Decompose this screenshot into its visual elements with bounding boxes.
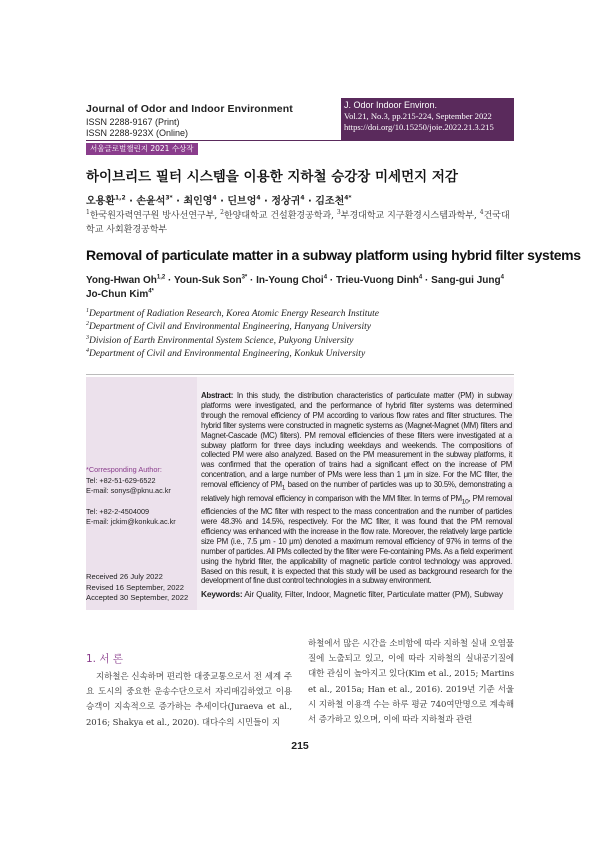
english-authors: Yong-Hwan Oh$^{1,2}$ · Youn-Suk Son$^{3*}$ · In-Young Choi$^4$ · Trieu-Vuong Dinh$^4$ · Sang-gui Jung$^4$ Jo-Chun Kim$^{4*}$ — [86, 274, 504, 300]
body-column-right — [308, 637, 514, 728]
issn-print: ISSN 2288-9167 (Print) — [86, 117, 180, 127]
author-name: In-Young Choi — [256, 275, 324, 286]
author-name: 딘브엉 — [227, 196, 257, 207]
korean-authors: 오용환$^{1,2}$ · 손윤석$^{3*}$ · 최인영$^4$ · 딘브엉$^4$ · 정상귀$^4$ · 김조천$^{4*}$ — [86, 194, 352, 207]
english-title: Removal of particulate matter in a subway platform using hybrid filter systems — [86, 247, 581, 263]
section-divider — [86, 374, 514, 375]
tel-1: Tel: +82-51-629-6522 — [86, 475, 156, 485]
corresponding-info — [86, 465, 198, 528]
author-name: 정상귀 — [271, 196, 301, 207]
affiliation: Department of Civil and Environmental Engineering, Konkuk University — [89, 348, 366, 359]
volume-info: Vol.21, No.3, pp.215-224, September 2022 — [344, 111, 492, 121]
article-dates — [86, 572, 188, 604]
author-name: 오용환 — [86, 196, 115, 207]
author-name: 최인영 — [183, 196, 213, 207]
korean-title: 하이브리드 필터 시스템을 이용한 지하철 승강장 미세먼지 저감 — [86, 169, 458, 185]
award-badge: 서울글로벌챌린지 2021 수상작 — [86, 143, 198, 155]
korean-affiliations: $^1$한국원자력연구원 방사선연구부, $^2$한양대학교 건설환경공학과, $^3$부경대학교 지구환경시스템과학부, $^4$건국대학교 사회환경공학부 — [86, 209, 510, 235]
affiliation: Division of Earth Environmental System Science, Pukyong University — [89, 335, 354, 346]
header-divider — [86, 140, 514, 141]
author-name: Trieu-Vuong Dinh — [335, 275, 419, 286]
body-text: 하철에서 많은 시간을 소비함에 따라 지하철 실내 오염물질에 노출되고 있고, 이에 따라 지하철의 실내공기질에 대한 관심이 높아지고 있다(Kim et al., 2015; Martins et al., 2015a; Han et al., 2016). 2019년 기준 서울시 지하철 이용객 수는 하루 평균 740여만명으로 계속해서 증가하고 있으며, 이에 따라 지하철과 관련 — [308, 639, 514, 726]
author-sup: 4 — [212, 194, 217, 202]
korean-affil-1: 한국원자력연구원 방사선연구부, — [89, 211, 218, 221]
body-column-left — [86, 670, 292, 731]
corresponding-title: *Corresponding Author: — [86, 465, 162, 474]
english-affiliations: $^1$Department of Radiation Research, Korea Atomic Energy Research Institute $^2$Department of Civil and Environmental Engineering, Hanyang University $^3$Division of Earth Environmental System Science, Pukyong University $^4$Department of Civil and Environmental Engineering, Konkuk University — [86, 307, 379, 359]
page-number: 215 — [291, 740, 309, 752]
keywords — [201, 589, 514, 599]
doi-link[interactable]: https://doi.org/10.15250/joie.2022.21.3.215 — [344, 122, 494, 132]
abstract-label: Abstract: — [201, 391, 234, 400]
tel-2: Tel: +82-2-4504009 — [86, 506, 150, 516]
author-sup: 1,2 — [114, 194, 126, 202]
citation-box — [341, 98, 514, 140]
issn-online: ISSN 2288-923X (Online) — [86, 128, 189, 138]
author-name: 손윤석 — [136, 196, 166, 207]
abstract-text: Abstract: In this study, the distribution characteristics of particulate matter (PM) in subway platforms were investigated, and the performance of hybrid filter systems was determined through the removal efficiency of PM according to various flow rates and filter structures. The hybrid filter systems were constructed in magnetic systems as (Magnet-Magnet (MM) filters and Magnet-Cascade (MC) filters). PM removal efficiencies of these filters were investigated at a subway platform for three days including weekdays and weekends. The compositions of collected PM were also analyzed. Based on the PM measurement in the subway platforms, it was confirmed that the operation of trains had a significant effect on the increase of PM concentration, and a large number of PMs were less than 1 μm in size. For the MC filter, the removal efficiency of $PM_1$ based on the number of particles was up to 30.5%, demonstrating a relatively high removal efficiency in comparison with the MM filter. In terms of $PM_{10}$, PM removal efficiencies of the MC filter with respect to the mass concentration and the number of particles were 48.3% and 14.5%, respectively. For the MC filter, it was found that the PM removal efficiency was enhanced with the increase in the flow rate. Moreover, the relatively large particle size PM (i.e., 7.5 μm - 10 μm) denoted a maximum removal efficiency of 97% in terms of the number of particles. All PMs collected by the filter were Fe-containing PMs. As a field experiment using the hybrid filter, the applicability of magnetic particle control technology was approved. Based on this result, it is expected that this study will be used as background research for the development of fine dust control technologies in a subway environment. — [201, 391, 512, 586]
korean-affil-3: 부경대학교 지구환경시스템과학부, — [340, 211, 477, 221]
keywords-list: Air Quality, Filter, Indoor, Magnetic filter, Particulate matter (PM), Subway — [244, 589, 503, 599]
korean-affil-2: 한양대학교 건설환경공학과, — [223, 211, 335, 221]
email-1[interactable]: E-mail: sonys@pknu.ac.kr — [86, 486, 171, 495]
author-name: Youn-Suk Son — [173, 275, 242, 286]
author-name: Sang-gui Jung — [431, 275, 501, 286]
author-name: 김조천 — [315, 196, 345, 207]
keywords-label: Keywords: — [201, 589, 243, 599]
author-sup: 3* — [165, 194, 173, 202]
author-sup: 4* — [344, 194, 352, 202]
journal-header — [86, 103, 341, 139]
author-sup: 4 — [300, 194, 305, 202]
email-2[interactable]: E-mail: jckim@konkuk.ac.kr — [86, 517, 176, 526]
journal-abbrev: J. Odor Indoor Environ. — [344, 100, 438, 110]
accepted-date: Accepted 30 September, 2022 — [86, 593, 189, 602]
author-name: Yong-Hwan Oh — [86, 275, 157, 286]
affiliation: Department of Civil and Environmental Engineering, Hanyang University — [89, 322, 371, 333]
received-date: Received 26 July 2022 — [86, 572, 163, 581]
revised-date: Revised 16 September, 2022 — [86, 582, 184, 592]
body-text: 지하철은 신속하며 편리한 대중교통으로서 전 세계 주요 도시의 중요한 운송수단으로서 자리매김하였고 이용 승객이 지속적으로 증가하는 추세이다(Juraeva et al., 2016; Shakya et al., 2020). 대다수의 시민들이 지 — [86, 672, 292, 728]
author-sup: 4 — [256, 194, 261, 202]
section-heading: 1. 서 론 — [86, 653, 123, 665]
author-name: Jo-Chun Kim — [86, 289, 149, 300]
journal-title: Journal of Odor and Indoor Environment — [86, 103, 293, 115]
korean-affil-4: 건국대학교 사회환경공학부 — [86, 211, 510, 235]
affiliation: Department of Radiation Research, Korea Atomic Energy Research Institute — [89, 309, 379, 319]
